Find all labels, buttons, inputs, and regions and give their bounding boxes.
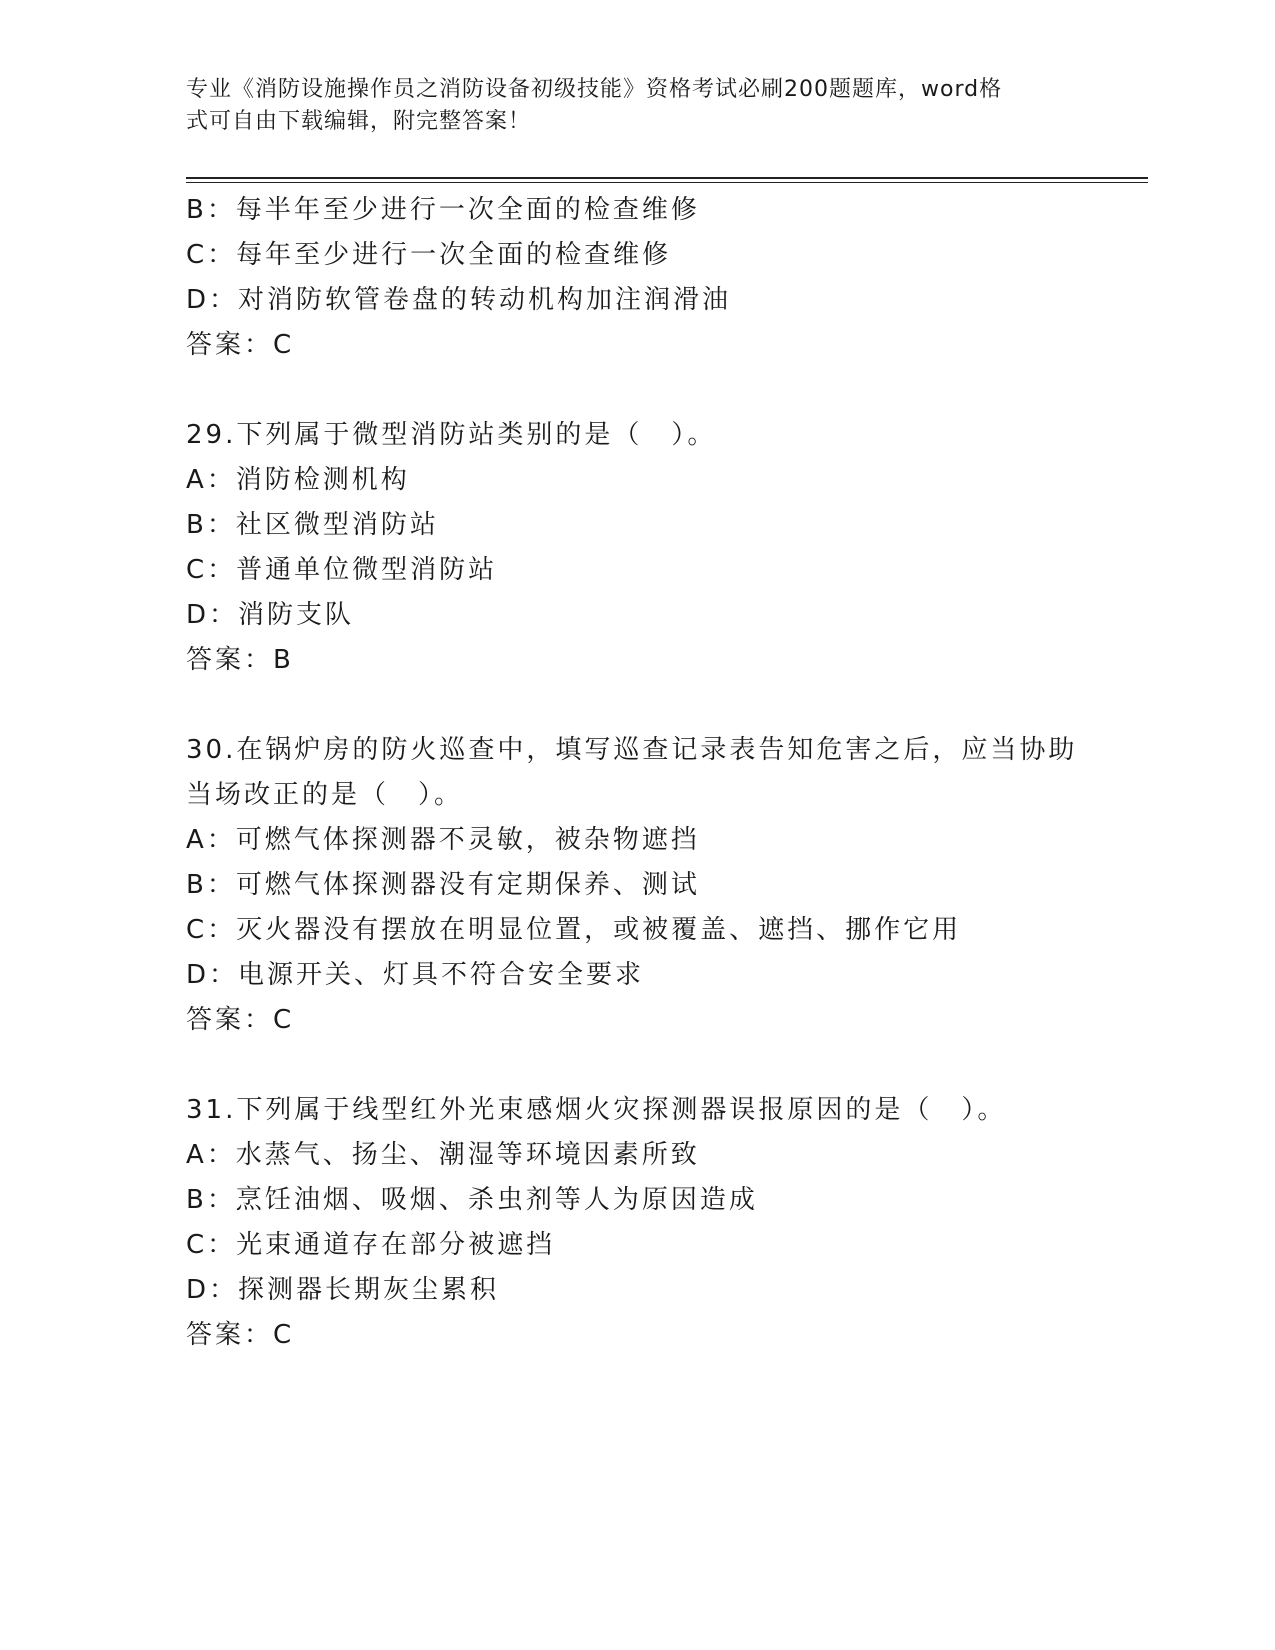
option-b: B：每半年至少进行一次全面的检查维修 <box>186 195 700 225</box>
option-c: C：每年至少进行一次全面的检查维修 <box>186 240 672 270</box>
option-b: B：社区微型消防站 <box>186 510 439 540</box>
question-text: 31.下列属于线型红外光束感烟火灾探测器误报原因的是（ ）。 <box>186 1095 1007 1125</box>
option-c: C：普通单位微型消防站 <box>186 555 498 585</box>
answer-line: 答案：C <box>186 330 295 360</box>
option-b: B：烹饪油烟、吸烟、杀虫剂等人为原因造成 <box>186 1185 758 1215</box>
question-text-line-2: 当场改正的是（ ）。 <box>186 780 464 810</box>
option-a: A：水蒸气、扬尘、潮湿等环境因素所致 <box>186 1140 700 1170</box>
question-30 <box>186 728 1086 1043</box>
header-rule-thick <box>186 177 1148 179</box>
question-28-continued <box>186 188 1086 368</box>
header-line-1: 专业《消防设施操作员之消防设备初级技能》资格考试必刷200题题库，word格 <box>186 77 1003 102</box>
question-text-line-1: 30.在锅炉房的防火巡查中，填写巡查记录表告知危害之后，应当协助 <box>186 735 1078 765</box>
option-d: D：消防支队 <box>186 600 355 630</box>
header-rule-thin <box>186 182 1148 183</box>
option-c: C：光束通道存在部分被遮挡 <box>186 1230 556 1260</box>
question-29 <box>186 413 1086 683</box>
option-c: C：灭火器没有摆放在明显位置，或被覆盖、遮挡、挪作它用 <box>186 915 962 945</box>
option-a: A：可燃气体探测器不灵敏，被杂物遮挡 <box>186 825 700 855</box>
option-d: D：探测器长期灰尘累积 <box>186 1275 500 1305</box>
option-d: D：电源开关、灯具不符合安全要求 <box>186 960 645 990</box>
header-line-2: 式可自由下载编辑，附完整答案！ <box>186 109 532 134</box>
option-d: D：对消防软管卷盘的转动机构加注润滑油 <box>186 285 732 315</box>
answer-line: 答案：B <box>186 645 294 675</box>
question-31 <box>186 1088 1086 1358</box>
answer-line: 答案：C <box>186 1320 295 1350</box>
option-b: B：可燃气体探测器没有定期保养、测试 <box>186 870 700 900</box>
document-header <box>186 74 1066 138</box>
question-text: 29.下列属于微型消防站类别的是（ ）。 <box>186 420 717 450</box>
question-content <box>186 188 1086 1358</box>
answer-line: 答案：C <box>186 1005 295 1035</box>
option-a: A：消防检测机构 <box>186 465 410 495</box>
